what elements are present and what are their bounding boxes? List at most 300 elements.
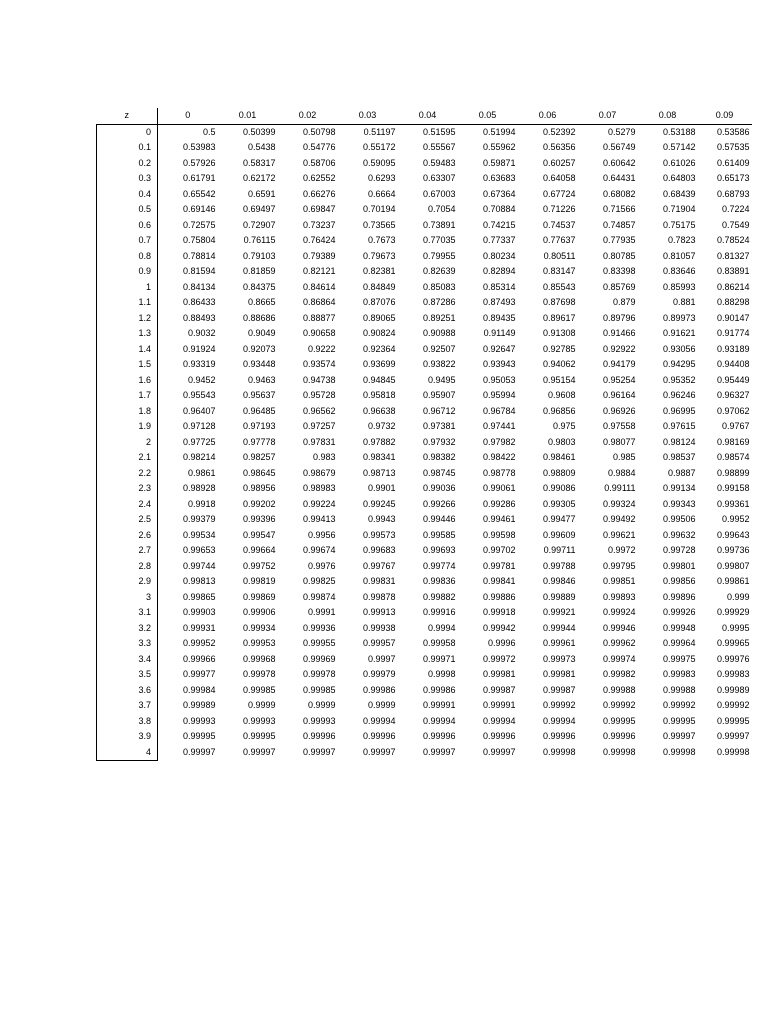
probability-cell: 0.77637 [542, 235, 576, 245]
probability-cell: 0.55567 [422, 142, 456, 152]
probability-cell: 0.54776 [302, 142, 336, 152]
probability-cell: 0.98928 [182, 483, 216, 493]
probability-cell: 0.99996 [602, 731, 636, 741]
probability-cell: 0.99929 [716, 607, 750, 617]
probability-cell: 0.77337 [482, 235, 516, 245]
table-row [97, 528, 752, 544]
probability-cell: 0.98983 [302, 483, 336, 493]
probability-cell: 0.81594 [182, 266, 216, 276]
probability-cell: 0.92507 [422, 343, 456, 354]
z-value-cell: 3.9 [97, 729, 158, 745]
probability-cell: 0.9956 [307, 529, 336, 540]
probability-cell: 0.68082 [602, 188, 636, 199]
probability-cell: 0.95907 [422, 390, 456, 400]
probability-cell: 0.98537 [662, 452, 696, 462]
probability-cell: 0.99266 [422, 498, 456, 509]
probability-cell: 0.98077 [602, 436, 636, 447]
probability-cell: 0.74215 [482, 219, 516, 230]
z-value-cell: 1.2 [97, 311, 158, 327]
probability-cell: 0.51197 [363, 126, 396, 137]
probability-cell: 0.89251 [422, 312, 456, 323]
probability-cell: 0.77035 [422, 235, 456, 245]
probability-cell: 0.87493 [482, 297, 516, 307]
column-header: 0.07 [578, 108, 638, 124]
probability-cell: 0.55962 [482, 142, 516, 152]
probability-cell: 0.99995 [662, 715, 696, 726]
probability-cell: 0.97558 [602, 421, 636, 431]
probability-cell: 0.79673 [362, 250, 396, 261]
probability-cell: 0.99968 [242, 653, 276, 664]
probability-cell: 0.9943 [367, 514, 396, 524]
z-value-cell: 1.4 [97, 342, 158, 358]
probability-cell: 0.75175 [662, 219, 696, 230]
z-value-cell: 3.1 [97, 605, 158, 621]
probability-cell: 0.98745 [422, 467, 456, 478]
probability-cell: 0.99609 [542, 529, 576, 540]
probability-cell: 0.95543 [182, 390, 216, 400]
probability-cell: 0.99998 [716, 746, 750, 757]
probability-cell: 0.94845 [362, 374, 396, 385]
probability-cell: 0.98257 [242, 452, 276, 462]
probability-cell: 0.86433 [182, 297, 216, 307]
probability-cell: 0.72575 [182, 219, 216, 230]
z-value-cell: 4 [97, 745, 158, 761]
probability-cell: 0.69497 [242, 204, 276, 214]
probability-cell: 0.84375 [242, 281, 276, 292]
probability-cell: 0.95637 [242, 390, 276, 400]
table-row [97, 311, 752, 327]
column-header: 0.01 [218, 108, 278, 124]
z-value-cell: 2.9 [97, 574, 158, 590]
probability-cell: 0.99953 [242, 638, 276, 648]
probability-cell: 0.99693 [422, 545, 456, 555]
probability-cell: 0.99997 [302, 746, 336, 757]
probability-cell: 0.92364 [362, 343, 396, 354]
probability-cell: 0.99948 [662, 622, 696, 633]
probability-cell: 0.99245 [362, 498, 396, 509]
table-row [97, 559, 752, 575]
probability-cell: 0.99813 [182, 576, 216, 586]
probability-cell: 0.99944 [542, 622, 576, 633]
table-row [97, 497, 752, 513]
probability-cell: 0.6664 [367, 188, 396, 199]
probability-cell: 0.7054 [427, 204, 456, 214]
probability-cell: 0.9463 [247, 374, 276, 385]
probability-cell: 0.86864 [302, 297, 336, 307]
probability-cell: 0.87698 [542, 297, 576, 307]
probability-cell: 0.99882 [422, 591, 456, 602]
probability-cell: 0.57142 [662, 142, 696, 152]
probability-cell: 0.56749 [602, 142, 636, 152]
probability-cell: 0.59095 [362, 157, 396, 168]
z-value-cell: 0.2 [97, 156, 158, 172]
probability-cell: 0.99936 [302, 622, 336, 633]
probability-cell: 0.99202 [242, 498, 276, 509]
probability-cell: 0.99305 [542, 498, 576, 509]
probability-cell: 0.7549 [721, 219, 750, 230]
probability-cell: 0.78814 [182, 250, 216, 261]
probability-cell: 0.99906 [242, 607, 276, 617]
probability-cell: 0.9995 [721, 622, 750, 633]
probability-cell: 0.99993 [242, 715, 276, 726]
table-row [97, 171, 752, 187]
probability-cell: 0.74857 [602, 219, 636, 230]
probability-cell: 0.85314 [482, 281, 516, 292]
probability-cell: 0.99993 [302, 715, 336, 726]
probability-cell: 0.99702 [482, 545, 516, 555]
probability-cell: 0.94295 [662, 359, 696, 369]
probability-cell: 0.97128 [182, 421, 216, 431]
table-row [97, 683, 752, 699]
probability-cell: 0.9996 [487, 638, 516, 648]
probability-cell: 0.99994 [362, 715, 396, 726]
probability-cell: 0.98899 [716, 467, 750, 478]
probability-cell: 0.99992 [602, 700, 636, 710]
probability-cell: 0.99986 [422, 684, 456, 695]
probability-cell: 0.95449 [716, 374, 750, 385]
probability-cell: 0.96638 [362, 405, 396, 416]
probability-cell: 0.89065 [362, 312, 396, 323]
probability-cell: 0.94062 [542, 359, 576, 369]
table-row [97, 233, 752, 249]
probability-cell: 0.96784 [482, 405, 516, 416]
probability-cell: 0.99997 [662, 731, 696, 741]
probability-cell: 0.99918 [482, 607, 516, 617]
probability-cell: 0.89796 [602, 312, 636, 323]
probability-cell: 0.99977 [182, 669, 216, 679]
probability-cell: 0.99924 [602, 607, 636, 617]
probability-cell: 0.99994 [542, 715, 576, 726]
probability-cell: 0.99997 [716, 731, 750, 741]
probability-cell: 0.98956 [242, 483, 276, 493]
probability-cell: 0.98713 [362, 467, 396, 478]
probability-cell: 0.59483 [422, 157, 456, 168]
z-table [96, 108, 752, 761]
probability-cell: 0.9997 [367, 653, 396, 664]
probability-cell: 0.97615 [662, 421, 696, 431]
probability-cell: 0.99903 [182, 607, 216, 617]
probability-cell: 0.93056 [662, 343, 696, 354]
probability-cell: 0.99461 [482, 514, 516, 524]
probability-cell: 0.91924 [182, 343, 216, 354]
probability-cell: 0.8665 [247, 297, 276, 307]
probability-cell: 0.99997 [362, 746, 396, 757]
probability-cell: 0.99994 [422, 715, 456, 726]
probability-cell: 0.92785 [542, 343, 576, 354]
probability-cell: 0.53188 [662, 126, 696, 137]
probability-cell: 0.99807 [716, 560, 750, 571]
probability-cell: 0.99988 [662, 684, 696, 695]
probability-cell: 0.99653 [182, 545, 216, 555]
probability-cell: 0.57926 [182, 157, 216, 168]
probability-cell: 0.99573 [362, 529, 396, 540]
probability-cell: 0.99995 [182, 731, 216, 741]
probability-cell: 0.9452 [187, 374, 216, 385]
probability-cell: 0.99938 [362, 622, 396, 633]
z-value-cell: 0.4 [97, 187, 158, 203]
probability-cell: 0.975 [552, 421, 576, 431]
probability-cell: 0.96164 [602, 390, 636, 400]
probability-cell: 0.99788 [542, 560, 576, 571]
probability-cell: 0.99921 [542, 607, 576, 617]
probability-cell: 0.63307 [422, 173, 456, 183]
table-row [97, 729, 752, 745]
probability-cell: 0.99036 [422, 483, 456, 493]
probability-cell: 0.81327 [716, 250, 750, 261]
probability-cell: 0.50798 [302, 126, 336, 137]
probability-cell: 0.81057 [662, 250, 696, 261]
probability-cell: 0.98169 [716, 436, 750, 447]
probability-cell: 0.90147 [716, 312, 750, 323]
probability-cell: 0.9918 [187, 498, 216, 509]
probability-cell: 0.99996 [362, 731, 396, 741]
probability-cell: 0.99985 [242, 684, 276, 695]
probability-cell: 0.5438 [247, 142, 276, 152]
probability-cell: 0.97778 [242, 436, 276, 447]
probability-cell: 0.99997 [422, 746, 456, 757]
table-row [97, 264, 752, 280]
probability-cell: 0.99997 [242, 746, 276, 757]
table-row [97, 590, 752, 606]
probability-cell: 0.9991 [307, 607, 336, 617]
probability-cell: 0.99547 [242, 529, 276, 540]
probability-cell: 0.99976 [716, 653, 750, 664]
probability-cell: 0.99978 [242, 669, 276, 679]
table-row [97, 373, 752, 389]
probability-cell: 0.76115 [243, 235, 276, 245]
probability-cell: 0.79103 [242, 250, 276, 261]
probability-cell: 0.58317 [242, 157, 276, 168]
probability-cell: 0.94738 [302, 374, 336, 385]
probability-cell: 0.89435 [482, 312, 516, 323]
probability-cell: 0.98214 [182, 452, 216, 462]
probability-cell: 0.90824 [362, 328, 396, 338]
probability-cell: 0.62552 [302, 173, 336, 183]
z-value-cell: 2.2 [97, 466, 158, 482]
probability-cell: 0.98645 [242, 467, 276, 478]
probability-cell: 0.99984 [182, 684, 216, 695]
table-body [97, 124, 752, 761]
probability-cell: 0.99774 [422, 560, 456, 571]
z-value-cell: 0.8 [97, 249, 158, 265]
probability-cell: 0.52392 [542, 126, 576, 137]
probability-cell: 0.879 [612, 297, 636, 307]
probability-cell: 0.99889 [542, 591, 576, 602]
column-header: 0.06 [518, 108, 578, 124]
table-row [97, 450, 752, 466]
probability-cell: 0.73565 [362, 219, 396, 230]
probability-cell: 0.999 [726, 591, 750, 602]
probability-cell: 0.99974 [602, 653, 636, 664]
probability-cell: 0.97882 [362, 436, 396, 447]
probability-cell: 0.96246 [662, 390, 696, 400]
probability-cell: 0.71566 [602, 204, 636, 214]
probability-cell: 0.50399 [242, 126, 276, 137]
probability-cell: 0.99969 [302, 653, 336, 664]
probability-cell: 0.9976 [307, 560, 336, 571]
z-value-cell: 3.4 [97, 652, 158, 668]
probability-cell: 0.83646 [662, 266, 696, 276]
table-row [97, 295, 752, 311]
probability-cell: 0.68793 [716, 188, 750, 199]
probability-cell: 0.7673 [367, 235, 396, 245]
probability-cell: 0.99982 [602, 669, 636, 679]
z-value-cell: 2 [97, 435, 158, 451]
probability-cell: 0.9732 [367, 421, 396, 431]
probability-cell: 0.99998 [542, 746, 576, 757]
probability-cell: 0.99975 [662, 653, 696, 664]
probability-cell: 0.61791 [182, 173, 216, 183]
probability-cell: 0.99861 [716, 576, 750, 586]
probability-cell: 0.99585 [422, 529, 456, 540]
z-value-cell: 1 [97, 280, 158, 296]
probability-cell: 0.91308 [542, 328, 576, 338]
probability-cell: 0.60257 [542, 157, 576, 168]
probability-cell: 0.99767 [362, 560, 396, 571]
probability-cell: 0.9884 [607, 467, 636, 478]
z-value-cell: 1.8 [97, 404, 158, 420]
probability-cell: 0.98461 [542, 452, 576, 462]
probability-cell: 0.99992 [716, 700, 750, 710]
probability-cell: 0.68439 [662, 188, 696, 199]
header-row [97, 108, 752, 124]
probability-cell: 0.61026 [662, 157, 696, 168]
probability-cell: 0.84134 [182, 281, 216, 292]
probability-cell: 0.74537 [542, 219, 576, 230]
probability-cell: 0.98382 [422, 452, 456, 462]
probability-cell: 0.97381 [422, 421, 456, 431]
probability-cell: 0.84849 [362, 281, 396, 292]
probability-cell: 0.93943 [482, 359, 516, 369]
probability-cell: 0.99711 [543, 545, 576, 555]
probability-cell: 0.91621 [662, 328, 696, 338]
table-row [97, 156, 752, 172]
probability-cell: 0.94179 [602, 359, 636, 369]
z-value-cell: 2.7 [97, 543, 158, 559]
probability-cell: 0.55172 [362, 142, 396, 152]
probability-cell: 0.82639 [422, 266, 456, 276]
probability-cell: 0.92922 [602, 343, 636, 354]
z-value-cell: 3.7 [97, 698, 158, 714]
probability-cell: 0.9032 [187, 328, 216, 338]
probability-cell: 0.99831 [362, 576, 396, 586]
probability-cell: 0.99996 [542, 731, 576, 741]
probability-cell: 0.99995 [602, 715, 636, 726]
probability-cell: 0.99994 [482, 715, 516, 726]
probability-cell: 0.59871 [482, 157, 516, 168]
probability-cell: 0.96856 [542, 405, 576, 416]
probability-cell: 0.99961 [542, 638, 576, 648]
z-value-cell: 2.4 [97, 497, 158, 513]
probability-cell: 0.99913 [362, 607, 396, 617]
probability-cell: 0.99781 [482, 560, 516, 571]
probability-cell: 0.99286 [482, 498, 516, 509]
probability-cell: 0.88686 [242, 312, 276, 323]
probability-cell: 0.99995 [716, 715, 750, 726]
probability-cell: 0.99643 [716, 529, 750, 540]
table-row [97, 667, 752, 683]
table-row [97, 202, 752, 218]
probability-cell: 0.64803 [662, 173, 696, 183]
probability-cell: 0.99952 [182, 638, 216, 648]
probability-cell: 0.87286 [422, 297, 456, 307]
probability-cell: 0.99965 [716, 638, 750, 648]
probability-cell: 0.99996 [302, 731, 336, 741]
z-value-cell: 1.7 [97, 388, 158, 404]
probability-cell: 0.73891 [422, 219, 456, 230]
z-value-cell: 0.3 [97, 171, 158, 187]
probability-cell: 0.79955 [422, 250, 456, 261]
table-row [97, 187, 752, 203]
probability-cell: 0.99111 [604, 483, 636, 493]
probability-cell: 0.67724 [542, 188, 576, 199]
probability-cell: 0.93699 [362, 359, 396, 369]
probability-cell: 0.94408 [716, 359, 750, 369]
table-row [97, 512, 752, 528]
probability-cell: 0.92073 [242, 343, 276, 354]
probability-cell: 0.96995 [662, 405, 696, 416]
probability-cell: 0.983 [312, 452, 336, 462]
probability-cell: 0.73237 [302, 219, 336, 230]
probability-cell: 0.99992 [542, 700, 576, 710]
probability-cell: 0.80785 [602, 250, 636, 261]
probability-cell: 0.60642 [602, 157, 636, 168]
probability-cell: 0.99979 [362, 669, 396, 679]
probability-cell: 0.71226 [542, 204, 576, 214]
probability-cell: 0.89617 [542, 312, 576, 323]
z-value-cell: 2.5 [97, 512, 158, 528]
probability-cell: 0.99893 [602, 591, 636, 602]
probability-cell: 0.99998 [662, 746, 696, 757]
probability-cell: 0.99962 [602, 638, 636, 648]
probability-cell: 0.98679 [302, 467, 336, 478]
probability-cell: 0.72907 [242, 219, 276, 230]
probability-cell: 0.99674 [302, 545, 336, 555]
probability-cell: 0.99874 [302, 591, 336, 602]
probability-cell: 0.99878 [362, 591, 396, 602]
probability-cell: 0.64058 [542, 173, 576, 183]
probability-cell: 0.99324 [602, 498, 636, 509]
probability-cell: 0.99942 [482, 622, 516, 633]
probability-cell: 0.99836 [422, 576, 456, 586]
probability-cell: 0.99841 [482, 576, 516, 586]
probability-cell: 0.99492 [602, 514, 636, 524]
probability-cell: 0.99946 [602, 622, 636, 633]
probability-cell: 0.85769 [602, 281, 636, 292]
z-value-cell: 3.6 [97, 683, 158, 699]
table-row [97, 652, 752, 668]
z-value-cell: 1.6 [97, 373, 158, 389]
probability-cell: 0.99477 [542, 514, 576, 524]
probability-cell: 0.9049 [247, 328, 276, 338]
probability-cell: 0.97193 [242, 421, 276, 431]
probability-cell: 0.80234 [482, 250, 516, 261]
probability-cell: 0.9994 [427, 622, 456, 633]
probability-cell: 0.96712 [422, 405, 456, 416]
probability-cell: 0.85543 [542, 281, 576, 292]
probability-cell: 0.99991 [422, 700, 456, 710]
probability-cell: 0.71904 [662, 204, 696, 214]
probability-cell: 0.99978 [302, 669, 336, 679]
column-header: 0.08 [638, 108, 698, 124]
table-row [97, 218, 752, 234]
probability-cell: 0.93319 [182, 359, 216, 369]
probability-cell: 0.66276 [302, 188, 336, 199]
probability-cell: 0.69146 [182, 204, 216, 214]
table-row [97, 636, 752, 652]
probability-cell: 0.90988 [422, 328, 456, 338]
z-column-header: z [97, 108, 158, 124]
